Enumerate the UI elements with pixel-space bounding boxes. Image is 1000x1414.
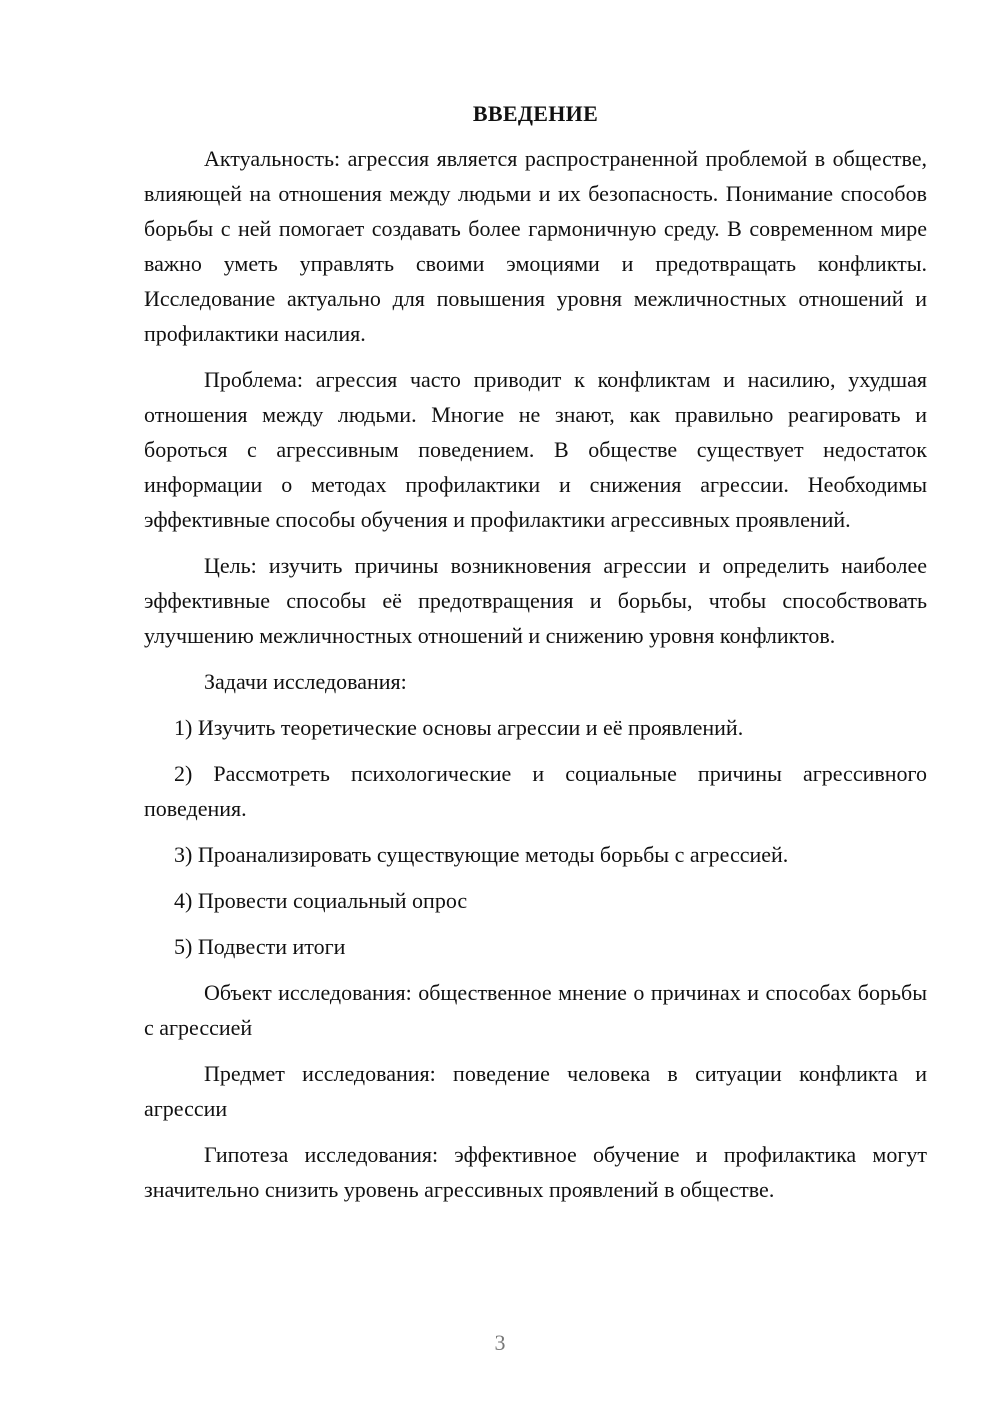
- task-item: 4) Провести социальный опрос: [174, 888, 468, 913]
- document-page: [144, 96, 927, 1218]
- task-item: 3) Проанализировать существующие методы борьбы с агрессией.: [174, 842, 789, 867]
- paragraph-relevance: Актуальность: агрессия является распространенной проблемой в обществе, влияющей на отношения между людьми и их безопасность. Понимание способов борьбы с ней помогает создавать более гармоничную среду. В современном мире важно уметь управлять своими эмоциями и предотвращать конфликты. Исследование актуально для повышения уровня межличностных отношений и профилактики насилия.: [144, 146, 927, 346]
- page-title: ВВЕДЕНИЕ: [472, 101, 599, 126]
- task-item: 5) Подвести итоги: [174, 934, 346, 959]
- paragraph-object: Объект исследования: общественное мнение о причинах и способах борьбы с агрессией: [144, 980, 927, 1040]
- paragraph-goal: Цель: изучить причины возникновения агрессии и определить наиболее эффективные способы её предотвращения и борьбы, чтобы способствовать улучшению межличностных отношений и снижению уровня конфликтов.: [144, 553, 927, 648]
- task-item: 1) Изучить теоретические основы агрессии и её проявлений.: [174, 715, 744, 740]
- paragraph-problem: Проблема: агрессия часто приводит к конфликтам и насилию, ухудшая отношения между людьми. Многие не знают, как правильно реагировать и бороться с агрессивным поведением. В обществе существует недостаток информации о методах профилактики и снижения агрессии. Необходимы эффективные способы обучения и профилактики агрессивных проявлений.: [144, 367, 927, 532]
- page-number: 3: [494, 1330, 506, 1355]
- task-item: 2) Рассмотреть психологические и социальные причины агрессивного поведения.: [144, 761, 927, 821]
- tasks-heading: Задачи исследования:: [204, 669, 407, 694]
- paragraph-hypothesis: Гипотеза исследования: эффективное обучение и профилактика могут значительно снизить уровень агрессивных проявлений в обществе.: [144, 1142, 927, 1202]
- paragraph-subject: Предмет исследования: поведение человека в ситуации конфликта и агрессии: [144, 1061, 927, 1121]
